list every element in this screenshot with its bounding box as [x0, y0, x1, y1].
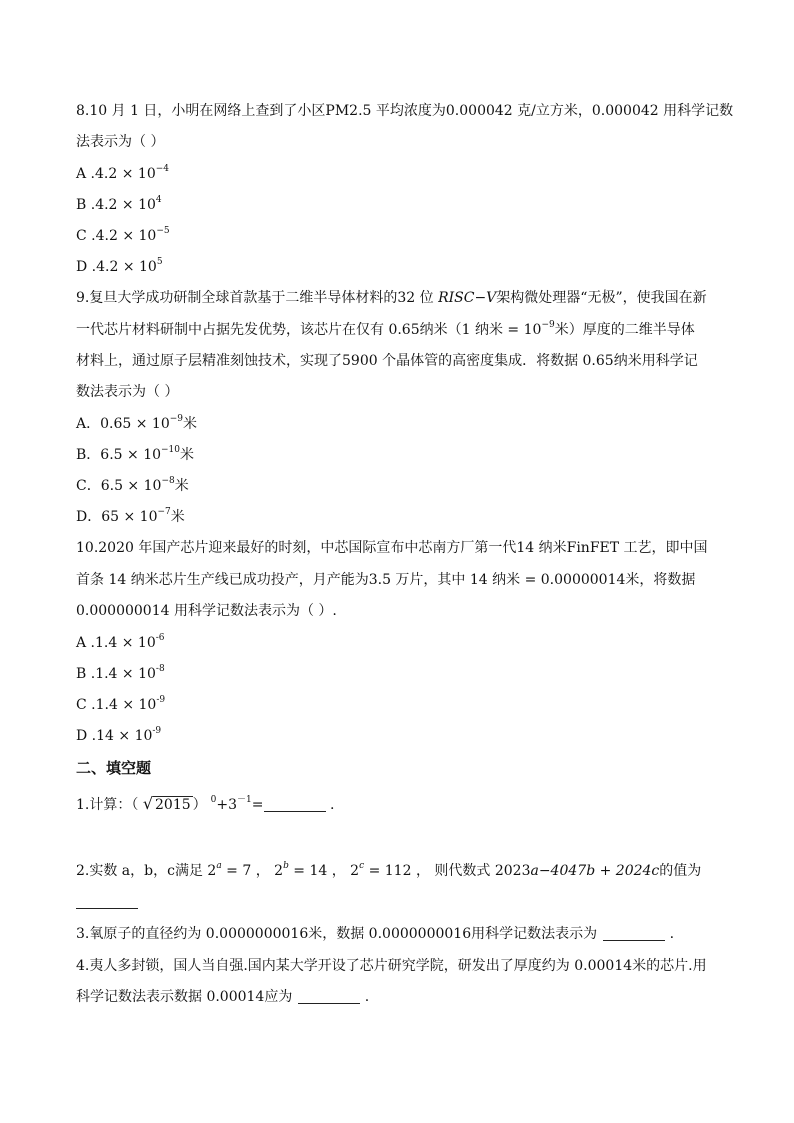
- q8-stem-line2: 法表示为（ ）: [76, 134, 165, 150]
- f4-stem-line2: [76, 987, 369, 1007]
- q9-stem-line2: [76, 320, 695, 340]
- f1-question: [76, 794, 334, 815]
- f4-answer-blank[interactable]: [298, 1003, 360, 1004]
- q9-text: 9.复旦大学成功研制全球首款基于二维半导体材料的32 位: [76, 290, 439, 306]
- f1-text: ）: [192, 797, 207, 813]
- f2-text: 2.实数 a，b，c满足 2: [76, 863, 217, 879]
- option-label: C .: [76, 228, 96, 244]
- f2-expression: a−4047b + 2024c: [530, 863, 660, 879]
- option-unit: 米: [174, 478, 189, 494]
- option-mantissa: 1.4 × 10: [95, 635, 156, 651]
- f1-exponent-zero: 0: [210, 795, 217, 805]
- f1-text: =: [251, 797, 264, 813]
- f2-text: = 7 ， 2: [221, 863, 284, 879]
- f2-exponent: b: [283, 861, 289, 871]
- q8-option-c[interactable]: [76, 226, 170, 246]
- f4-stem-line1: 4.夷人多封锁，国人当自强.国内某大学开设了芯片研究学院，研发出了厚度约为 0.00014米的芯片.用: [76, 958, 707, 974]
- option-label: A .: [76, 166, 96, 182]
- f4-text: 科学记数法表示数据 0.00014应为: [76, 989, 293, 1005]
- option-label: B .: [76, 197, 96, 213]
- option-label: C .: [76, 697, 96, 713]
- q8-stem-line1: 8.10 月 1 日，小明在网络上查到了小区PM2.5 平均浓度为0.000042 克/立方米，0.000042 用科学记数: [76, 103, 734, 119]
- option-unit: 米: [183, 416, 198, 432]
- option-mantissa: 0.65 × 10: [100, 416, 170, 432]
- f3-answer-blank[interactable]: [603, 940, 665, 941]
- option-mantissa: 4.2 × 10: [95, 166, 156, 182]
- q8-option-a[interactable]: [76, 164, 169, 184]
- option-label: C．: [76, 478, 101, 494]
- option-exponent: -9: [152, 726, 162, 736]
- f1-text: .: [325, 797, 335, 813]
- sqrt-icon: √: [142, 794, 154, 813]
- f1-text: +3: [216, 797, 238, 813]
- f2-text: 的值为: [659, 863, 702, 879]
- q9-math-riscv: RISC−V: [438, 290, 497, 306]
- option-exponent: −7: [157, 507, 171, 517]
- option-mantissa: 6.5 × 10: [100, 447, 162, 463]
- q9-exponent: −9: [541, 320, 555, 330]
- q8-option-d[interactable]: [76, 257, 163, 277]
- option-mantissa: 14 × 10: [96, 728, 153, 744]
- q10-option-d[interactable]: [76, 726, 161, 746]
- f2-answer-line: [76, 892, 138, 912]
- q10-stem-line3: 0.000000014 用科学记数法表示为（ ）.: [76, 603, 337, 619]
- q10-stem-line2: 首条 14 纳米芯片生产线已成功投产，月产能为3.5 万片，其中 14 纳米 = 0.00000014米，将数据: [76, 572, 696, 588]
- option-mantissa: 4.2 × 10: [95, 197, 156, 213]
- f3-text: 3.氧原子的直径约为 0.0000000016米，数据 0.0000000016用科学记数法表示为: [76, 926, 598, 942]
- option-unit: 米: [170, 509, 185, 525]
- q9-option-c[interactable]: [76, 476, 189, 496]
- q9-option-a[interactable]: [76, 414, 197, 434]
- f2-question: [76, 861, 701, 881]
- f2-exponent: c: [359, 861, 365, 871]
- q10-stem-line1: 10.2020 年国产芯片迎来最好的时刻，中芯国际宣布中芯南方厂第一代14 纳米FinFET 工艺，即中国: [76, 540, 708, 556]
- section-heading-fill-blank: 二、填空题: [76, 759, 152, 777]
- q10-option-b[interactable]: [76, 664, 165, 684]
- option-exponent: −5: [156, 226, 170, 236]
- q9-option-d[interactable]: [76, 507, 185, 527]
- option-label: B．: [76, 447, 101, 463]
- q9-stem-line4: 数法表示为（ ）: [76, 384, 179, 400]
- f2-text: = 14 ， 2: [288, 863, 360, 879]
- f2-answer-blank[interactable]: [76, 908, 138, 909]
- f2-exponent: a: [216, 861, 222, 871]
- q9-stem-line3: 材料上，通过原子层精准刻蚀技术，实现了5900 个晶体管的高密度集成．将数据 0.65纳米用科学记: [76, 353, 698, 369]
- q10-option-a[interactable]: [76, 633, 165, 653]
- q9-option-b[interactable]: [76, 445, 194, 465]
- q9-text: 米）厚度的二维半导体: [554, 322, 695, 338]
- option-exponent: -6: [155, 633, 165, 643]
- option-exponent: −8: [161, 476, 175, 486]
- q9-text: 一代芯片材料研制中占据先发优势，该芯片在仅有 0.65纳米（1 纳米 = 10: [76, 322, 542, 338]
- f3-text: .: [665, 926, 675, 942]
- option-mantissa: 4.2 × 10: [96, 259, 157, 275]
- option-mantissa: 1.4 × 10: [95, 697, 157, 713]
- f1-radicand: 2015: [155, 797, 191, 813]
- f1-text: 1.计算：（: [76, 797, 143, 813]
- option-label: D .: [76, 728, 97, 744]
- option-label: D .: [76, 259, 97, 275]
- option-exponent: −9: [169, 414, 184, 424]
- option-exponent: 4: [155, 195, 162, 205]
- f1-exponent-neg: －1: [237, 795, 252, 805]
- f3-question: [76, 924, 674, 944]
- q8-option-b[interactable]: [76, 195, 162, 215]
- option-exponent: −10: [161, 445, 181, 455]
- option-exponent: -9: [156, 695, 166, 705]
- q9-stem-line1: [76, 288, 707, 308]
- option-exponent: 5: [156, 257, 163, 267]
- option-label: B .: [76, 666, 96, 682]
- option-mantissa: 4.2 × 10: [95, 228, 157, 244]
- option-mantissa: 65 × 10: [101, 509, 158, 525]
- q10-option-c[interactable]: [76, 695, 165, 715]
- option-exponent: -8: [155, 664, 165, 674]
- f2-text: = 112 ， 则代数式 2023: [364, 863, 531, 879]
- q9-text: 架构微处理器“无极”，使我国在新: [496, 290, 707, 306]
- option-unit: 米: [180, 447, 195, 463]
- option-exponent: −4: [155, 164, 170, 174]
- option-label: A .: [76, 635, 96, 651]
- option-label: D．: [76, 509, 102, 525]
- option-label: A．: [76, 416, 101, 432]
- option-mantissa: 1.4 × 10: [95, 666, 156, 682]
- option-mantissa: 6.5 × 10: [100, 478, 162, 494]
- f4-text: .: [360, 989, 370, 1005]
- f1-answer-blank[interactable]: [264, 811, 326, 812]
